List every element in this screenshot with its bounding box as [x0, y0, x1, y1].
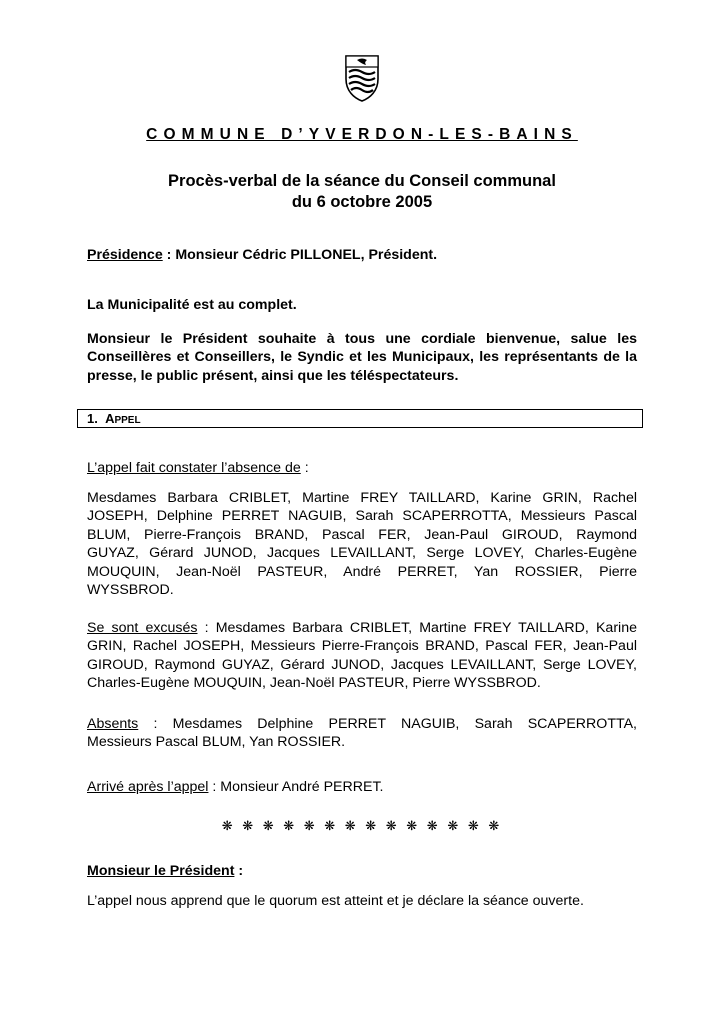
excuses-label: Se sont excusés [87, 620, 198, 636]
quorum-paragraph: L’appel nous apprend que le quorum est atteint et je déclare la séance ouverte. [87, 893, 584, 909]
excuses-line-1 [87, 619, 637, 637]
yverdon-coat-of-arms-icon [343, 53, 381, 103]
appel-suffix: : [300, 460, 309, 476]
absents-line-1-text: : Mesdames Delphine PERRET NAGUIB, Sarah SCAPERROTTA, [138, 716, 637, 732]
separator-ornament: ❋ ❋ ❋ ❋ ❋ ❋ ❋ ❋ ❋ ❋ ❋ ❋ ❋ ❋ [221, 818, 503, 833]
absent-list-line-6: WYSSBROD. [87, 581, 174, 598]
title-line-1: Procès-verbal de la séance du Conseil communal [168, 172, 556, 190]
arrive-paragraph [87, 778, 637, 796]
president-speaker [87, 862, 637, 880]
president-speaker-suffix: : [234, 863, 244, 879]
document-title [0, 171, 724, 213]
president-speaker-label: Monsieur le Président [87, 863, 235, 879]
section-heading-appel [77, 409, 643, 428]
appel-label: L’appel fait constater l’absence de [87, 460, 301, 476]
section-number: 1. [87, 411, 98, 426]
appel-intro [87, 459, 637, 477]
absent-list-line-4: GUYAZ, Gérard JUNOD, Jacques LEVAILLANT, Serge LOVEY, Charles-Eugène [87, 545, 637, 562]
welcome-paragraph [87, 330, 637, 385]
absents-line-1 [87, 715, 637, 733]
excuses-paragraph [87, 619, 637, 693]
section-title-rest: PPEL [114, 415, 141, 426]
section-title-initial: A [105, 411, 115, 426]
excuses-line-4: Charles-Eugène MOUQUIN, Jean-Noël PASTEUR, Pierre WYSSBROD. [87, 675, 541, 692]
excuses-line-3: GIROUD, Raymond GUYAZ, Gérard JUNOD, Jacques LEVAILLANT, Serge LOVEY, [87, 656, 637, 673]
arrive-label: Arrivé après l’appel [87, 779, 209, 795]
presidence-text: : Monsieur Cédric PILLONEL, Président. [162, 247, 438, 263]
welcome-line-1: Monsieur le Président souhaite à tous une cordiale bienvenue, salue les [87, 331, 637, 347]
absent-list-line-3: BLUM, Pierre-François BRAND, Pascal FER, Jean-Paul GIROUD, Raymond [87, 526, 637, 543]
section-title [105, 411, 141, 426]
presidence-paragraph [87, 246, 637, 264]
welcome-line-3: presse, le public présent, ainsi que les téléspectateurs. [87, 367, 459, 384]
absent-list-line-2: JOSEPH, Delphine PERRET NAGUIB, Sarah SCAPERROTTA, Messieurs Pascal [87, 508, 637, 525]
absent-list-line-5: MOUQUIN, Jean-Noël PASTEUR, André PERRET, Yan ROSSIER, Pierre [87, 563, 637, 580]
title-line-2: du 6 octobre 2005 [291, 193, 433, 211]
absents-paragraph [87, 715, 637, 752]
municipalite-paragraph: La Municipalité est au complet. [87, 297, 297, 313]
absents-line-2: Messieurs Pascal BLUM, Yan ROSSIER. [87, 734, 346, 751]
welcome-line-2: Conseillères et Conseillers, le Syndic et les Municipaux, les représentants de la [87, 349, 637, 366]
excuses-line-1-text: : Mesdames Barbara CRIBLET, Martine FREY TAILLARD, Karine [197, 620, 637, 636]
presidence-label: Présidence [87, 247, 163, 263]
absents-label: Absents [87, 716, 139, 732]
arrive-text: : Monsieur André PERRET. [208, 779, 384, 795]
absent-list-line-1: Mesdames Barbara CRIBLET, Martine FREY TAILLARD, Karine GRIN, Rachel [87, 490, 637, 506]
absent-list-paragraph [87, 489, 637, 599]
excuses-line-2: GRIN, Rachel JOSEPH, Messieurs Pierre-François BRAND, Pascal FER, Jean-Paul [87, 638, 637, 655]
commune-heading [0, 126, 724, 144]
commune-name: COMMUNE D’YVERDON-LES-BAINS [146, 126, 578, 143]
